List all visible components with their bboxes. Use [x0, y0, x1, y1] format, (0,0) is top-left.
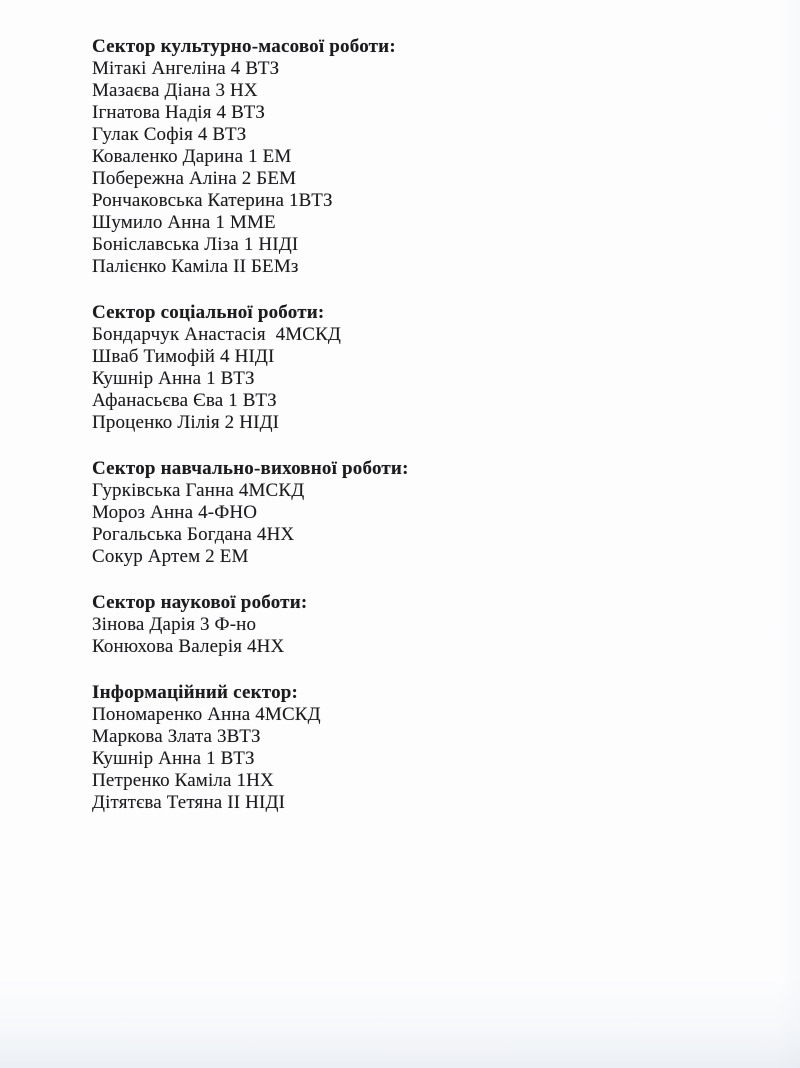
member-line: Афанасьєва Єва 1 ВТЗ [92, 390, 277, 411]
scan-edge-tint [776, 0, 800, 1068]
member-line: Ігнатова Надія 4 ВТЗ [92, 102, 266, 123]
section-title: Сектор наукової роботи: [92, 592, 308, 613]
member-line: Кушнір Анна 1 ВТЗ [92, 748, 255, 769]
scan-bottom-shadow [0, 978, 800, 1068]
sector-section [92, 682, 652, 814]
member-line: Гурківська Ганна 4МСКД [92, 480, 305, 501]
document-content [92, 36, 652, 838]
sector-section [92, 302, 652, 434]
member-line: Дітятєва Тетяна ІІ НІДІ [92, 792, 286, 813]
member-line: Пономаренко Анна 4МСКД [92, 704, 321, 725]
member-line: Шумило Анна 1 ММЕ [92, 212, 276, 233]
member-line: Коваленко Дарина 1 ЕМ [92, 146, 292, 167]
member-line: Проценко Лілія 2 НІДІ [92, 412, 280, 433]
member-line: Рончаковська Катерина 1ВТЗ [92, 190, 333, 211]
member-line: Конюхова Валерія 4НХ [92, 636, 285, 657]
section-title: Сектор соціальної роботи: [92, 302, 325, 323]
member-line: Кушнір Анна 1 ВТЗ [92, 368, 255, 389]
member-line: Палієнко Каміла ІІ БЕМз [92, 256, 299, 277]
member-line: Сокур Артем 2 ЕМ [92, 546, 249, 567]
member-line: Петренко Каміла 1НХ [92, 770, 274, 791]
member-line: Гулак Софія 4 ВТЗ [92, 124, 247, 145]
section-title: Інформаційний сектор: [92, 682, 299, 703]
member-line: Боніславська Ліза 1 НІДІ [92, 234, 299, 255]
section-title: Сектор культурно-масової роботи: [92, 36, 396, 57]
sector-section [92, 458, 652, 568]
member-line: Побережна Аліна 2 БЕМ [92, 168, 297, 189]
member-line: Бондарчук Анастасія 4МСКД [92, 324, 342, 345]
member-line: Мазаєва Діана 3 НХ [92, 80, 258, 101]
member-line: Мітакі Ангеліна 4 ВТЗ [92, 58, 280, 79]
member-line: Рогальська Богдана 4НХ [92, 524, 295, 545]
sector-section [92, 592, 652, 658]
member-line: Шваб Тимофій 4 НІДІ [92, 346, 275, 367]
member-line: Зінова Дарія 3 Ф-но [92, 614, 257, 635]
section-title: Сектор навчально-виховної роботи: [92, 458, 409, 479]
member-line: Мороз Анна 4-ФНО [92, 502, 258, 523]
sector-section [92, 36, 652, 278]
member-line: Маркова Злата 3ВТЗ [92, 726, 261, 747]
